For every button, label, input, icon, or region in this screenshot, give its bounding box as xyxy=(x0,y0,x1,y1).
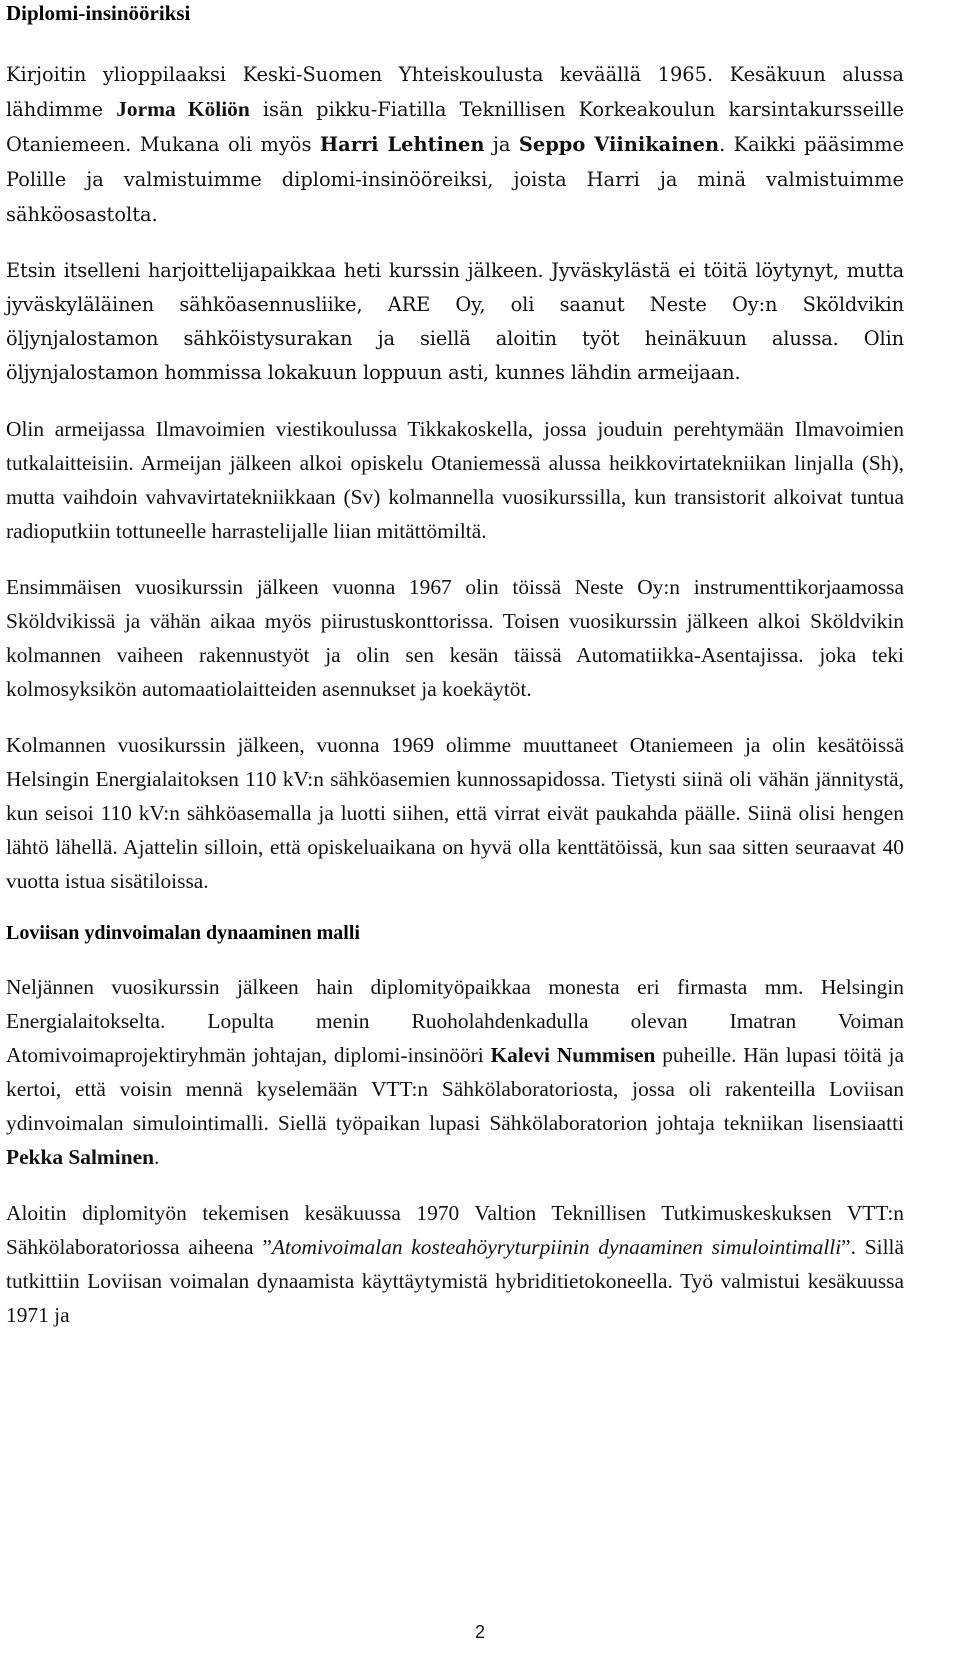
paragraph-kolmas-vuosikurssi: Kolmannen vuosikurssin jälkeen, vuonna 1969 olimme muuttaneet Otaniemeen ja olin kesätöissä Helsingin Energialaitoksen 110 kV:n sähköasemien kunnossapidossa. Tietysti siinä oli vähän jännitystä, kun seisoi 110 kV:n sähköasemalla ja luotti siihen, että virrat eivät paukahda päälle. Siinä olisi hengen lähtö lähellä. Ajattelin silloin, että opiskeluaikana on hyvä olla kenttätöissä, kun saa sitten seuraavat 40 vuotta istua sisätiloissa. xyxy=(6,733,904,893)
paragraph-diplomityo xyxy=(6,1196,904,1332)
paragraph-text: ”. Sillä tutkittiin Loviisan voimalan dynaamista käyttäytymistä hybriditietokoneella. Työ valmistui kesäkuussa 1971 ja xyxy=(6,1235,904,1327)
paragraph-text: . xyxy=(153,1145,160,1169)
section-heading-diplomi: Diplomi-insinööriksi xyxy=(6,1,191,25)
document-page xyxy=(6,0,904,1354)
paragraph-diplomityopaikka xyxy=(6,970,904,1174)
paragraph-harjoittelija: Etsin itselleni harjoittelijapaikkaa heti kurssin jälkeen. Jyväskylästä ei töitä löytynyt, mutta jyväskyläläinen sähköasennusliike, ARE Oy, oli saanut Neste Oy:n Sköldvikin öljynjalostamon sähköistysurakan ja siellä aloitin työt heinäkuun alussa. Olin öljynjalostamon hommissa lokakuun loppuun asti, kunnes lähdin armeijaan. xyxy=(6,259,904,384)
paragraph-text: isän pikku-Fiatilla Teknillisen Korkeakoulun karsintakursseille Otaniemeen. Mukana oli myös xyxy=(6,98,905,156)
paragraph-text: . Kaikki pääsimme Polille ja valmistuimme diplomi-insinööreiksi, joista Harri ja minä valmistuimme sähköosastolta. xyxy=(6,133,904,226)
paragraph-ylioppilas xyxy=(6,57,904,232)
bold-name-harri: Harri Lehtinen xyxy=(319,133,485,156)
paragraph-armeija: Olin armeijassa Ilmavoimien viestikoulussa Tikkakoskella, jossa jouduin perehtymään Ilmavoimien tutkalaitteisiin. Armeijan jälkeen alkoi opiskelu Otaniemessä alussa heikkovirtatekniikan linjalla (Sh), mutta vaihdoin vahvavirtatekniikkaan (Sv) kolmannella vuosikurssilla, kun transistorit alkoivat tuntua radioputkiin tottuneelle harrastelijalle liian mitättömiltä. xyxy=(6,417,904,543)
paragraph-text: Kirjoitin ylioppilaaksi Keski-Suomen Yhteiskoulusta keväällä 1965. Kesäkuun alussa lähdimme xyxy=(6,63,904,121)
paragraph-ensimmainen-vuosikurssi: Ensimmäisen vuosikurssin jälkeen vuonna 1967 olin töissä Neste Oy:n instrumenttikorjaamossa Sköldvikissä ja vähän aikaa myös piirustuskonttorissa. Toisen vuosikurssin jälkeen alkoi Sköldvikin kolmannen vaiheen rakennustyöt ja olin sen kesän täissä Automatiikka-Asentajissa. joka teki kolmosyksikön automaatiolaitteiden asennukset ja koekäytöt. xyxy=(6,575,904,701)
section-heading-loviisa: Loviisan ydinvoimalan dynaaminen malli xyxy=(6,922,360,944)
bold-name-pekka: Pekka Salminen xyxy=(6,1145,154,1169)
bold-name-seppo: Seppo Viinikainen xyxy=(518,133,720,156)
paragraph-text: Neljännen vuosikurssin jälkeen hain diplomityöpaikkaa monesta eri firmasta mm. Helsingin Energialaitokselta. Lopulta menin Ruoholahdenkadulla olevan Imatran Voiman Atomivoimaprojektiryhmän johtajan, diplomi-insinööri xyxy=(6,975,904,1067)
bold-name-kalevi: Kalevi Nummisen xyxy=(490,1043,656,1067)
page-number: 2 xyxy=(474,1622,485,1642)
italic-thesis-title: Atomivoimalan kosteahöyryturpiinin dynaaminen simulointimalli xyxy=(271,1235,842,1259)
paragraph-text: Aloitin diplomityön tekemisen kesäkuussa 1970 Valtion Teknillisen Tutkimuskeskuksen VTT:n Sähkölaboratoriossa aiheena ” xyxy=(6,1201,904,1259)
paragraph-text: puheille. Hän lupasi töitä ja kertoi, että voisin mennä kyselemään VTT:n Sähkölaboratoriosta, jossa oli rakenteilla Loviisan ydinvoimalan simulointimalli. Siellä työpaikan lupasi Sähkölaboratorion johtaja tekniikan lisensiaatti xyxy=(6,1043,904,1135)
bold-name-jorma: Jorma Köliön xyxy=(116,97,250,121)
paragraph-text: ja xyxy=(484,133,519,156)
